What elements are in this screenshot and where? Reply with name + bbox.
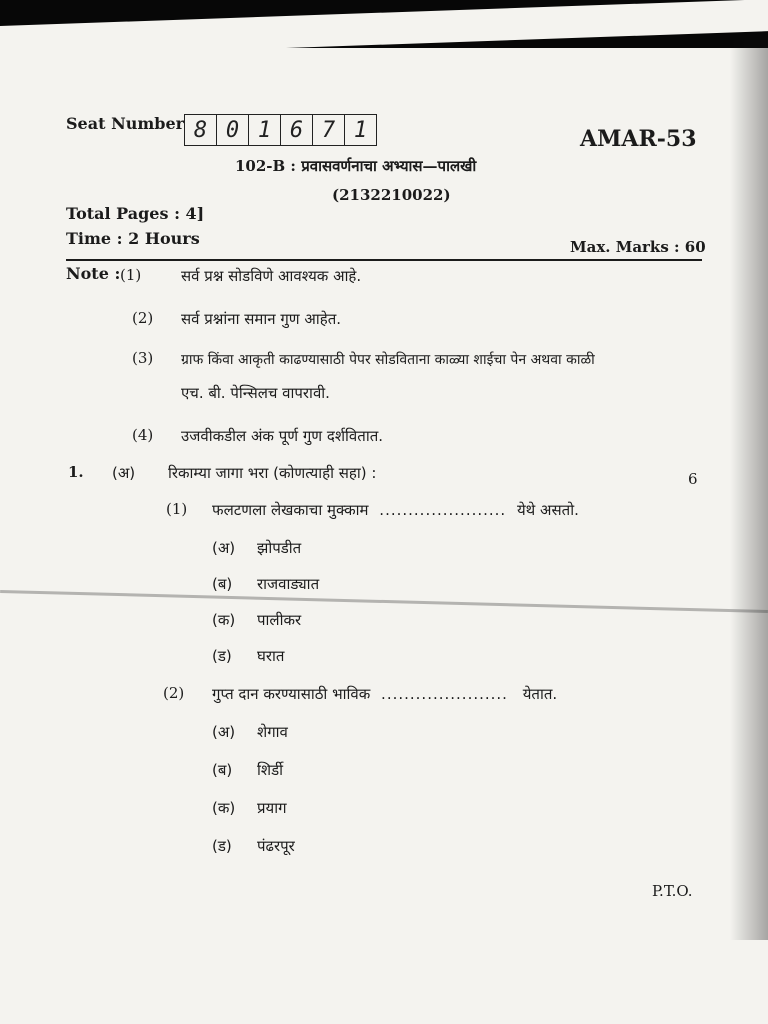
exam-time: Time : 2 Hours — [66, 229, 200, 248]
option-text: पालीकर — [257, 611, 302, 629]
blank-dots: ...................... — [379, 501, 507, 519]
subject-title: 102-B : प्रवासवर्णनाचा अभ्यास—पालखी — [235, 157, 477, 175]
question-marks: 6 — [688, 470, 698, 488]
note-text: सर्व प्रश्न सोडविणे आवश्यक आहे. — [181, 267, 362, 285]
note-text-continued: एच. बी. पेन्सिलच वापरावी. — [181, 384, 330, 402]
question-part: (अ) — [112, 464, 136, 482]
option-label: (अ) — [212, 539, 236, 557]
option-label: (ड) — [212, 837, 232, 855]
sub-question-number: (2) — [163, 684, 185, 702]
sub-question-text: गुप्त दान करण्यासाठी भाविक ...................... येतात. — [212, 685, 558, 703]
seat-digit: 7 — [313, 115, 345, 145]
note-num: (3) — [132, 349, 154, 367]
option-label: (ब) — [212, 575, 233, 593]
scan-top-shadow — [0, 0, 768, 48]
seat-number-label: Seat Number — [66, 114, 185, 133]
note-text: ग्राफ किंवा आकृती काढण्यासाठी पेपर सोडविताना काळ्या शाईचा पेन अथवा काळी — [181, 352, 595, 368]
seat-digit: 1 — [353, 117, 368, 143]
seat-digit: 8 — [185, 115, 217, 145]
option-label: (क) — [212, 611, 236, 629]
note-num: (1) — [120, 266, 142, 284]
max-marks: Max. Marks : 60 — [570, 238, 706, 256]
seat-digit: 0 — [217, 115, 249, 145]
seat-digit: 1 — [249, 115, 281, 145]
option-text: राजवाड्यात — [257, 575, 320, 593]
scan-right-shadow — [730, 40, 768, 940]
scan-fold-line — [0, 590, 768, 613]
option-label: (अ) — [212, 723, 236, 741]
option-label: (क) — [212, 799, 236, 817]
option-text: शेगाव — [257, 723, 288, 741]
note-label: Note : — [66, 264, 121, 283]
paper-code-amar: AMAR-53 — [580, 126, 697, 152]
option-text: पंढरपूर — [257, 837, 295, 855]
option-label: (ड) — [212, 647, 232, 665]
option-text: प्रयाग — [257, 799, 287, 817]
note-text: उजवीकडील अंक पूर्ण गुण दर्शवितात. — [181, 427, 384, 445]
subject-code: (2132210022) — [332, 186, 451, 204]
note-text: सर्व प्रश्नांना समान गुण आहेत. — [181, 310, 342, 328]
note-num: (2) — [132, 309, 154, 327]
pto-label: P.T.O. — [652, 882, 693, 900]
option-label: (ब) — [212, 761, 233, 779]
header-rule — [66, 259, 702, 261]
seat-digit: 6 — [281, 115, 313, 145]
option-text: झोपडीत — [257, 539, 302, 557]
sub-question-number: (1) — [166, 500, 188, 518]
option-text: घरात — [257, 647, 285, 665]
blank-dots: ...................... — [381, 685, 508, 703]
question-title: रिकाम्या जागा भरा (कोणत्याही सहा) : — [168, 464, 377, 482]
option-text: शिर्डी — [257, 761, 283, 779]
sub-question-text: फलटणला लेखकाचा मुक्काम ...................... येथे असतो. — [212, 501, 579, 519]
seat-number-boxes — [184, 114, 377, 146]
question-number: 1. — [68, 463, 84, 481]
total-pages: Total Pages : 4] — [66, 204, 205, 223]
note-num: (4) — [132, 426, 154, 444]
